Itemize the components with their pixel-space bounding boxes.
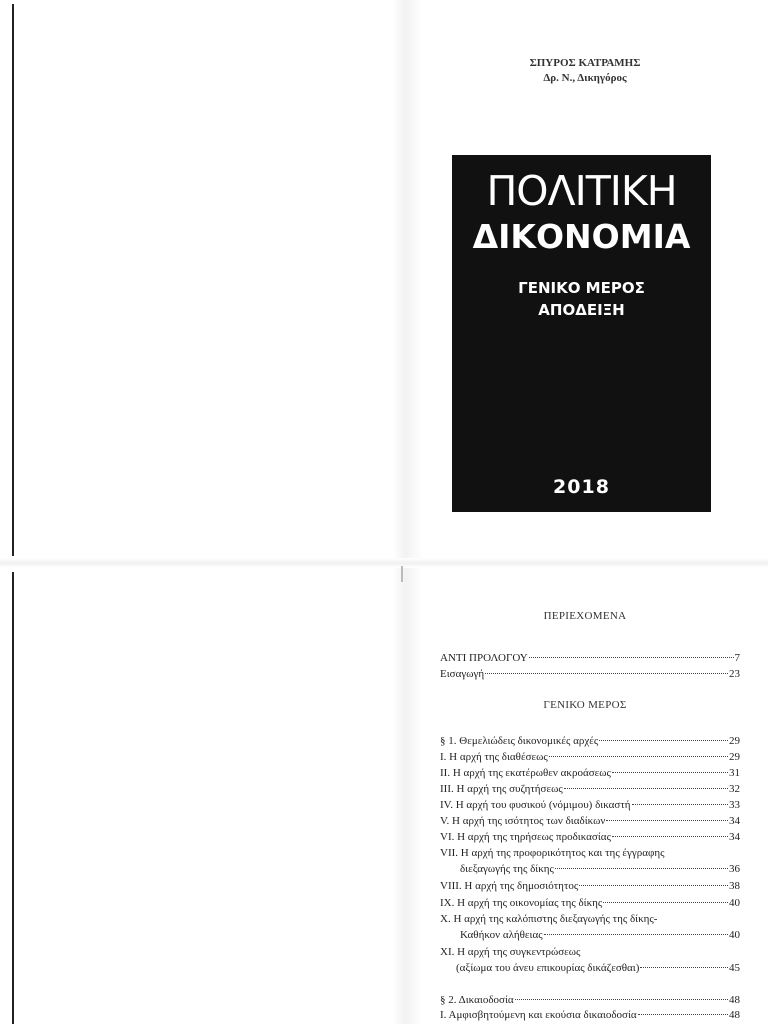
author-credentials: Δρ. Ν., Δικηγόρος (543, 72, 627, 84)
toc-leader-dots (638, 1014, 728, 1015)
toc-heading: ΠΕΡΙΕΧΟΜΕΝΑ (543, 610, 627, 622)
toc-entry-label: Ι. Αμφισβητούμενη και εκούσια δικαιοδοσία (440, 1009, 637, 1021)
toc-entry (440, 879, 740, 894)
author-name: ΣΠΥΡΟΣ ΚΑΤΡΑΜΗΣ (529, 57, 641, 69)
toc-entry-label: Ι. Η αρχή της διαθέσεως (440, 751, 548, 763)
toc-entry-page: 38 (729, 880, 740, 892)
toc-leader-dots (603, 902, 728, 903)
toc-entry-label-line1: ΧΙ. Η αρχή της συγκεντρώσεως (440, 946, 581, 958)
toc-entry-label: ΙΙ. Η αρχή της εκατέρωθεν ακροάσεως (440, 767, 611, 779)
toc-leader-dots (640, 967, 728, 968)
toc-leader-dots (612, 772, 728, 773)
toc-leader-dots (564, 788, 728, 789)
toc-entry-label: VI. Η αρχή της τηρήσεως προδικασίας (440, 831, 611, 843)
toc-entry-page: 32 (729, 783, 740, 795)
toc-leader-dots (599, 740, 728, 741)
toc-entry-page: 40 (729, 929, 740, 941)
toc-entry (440, 766, 740, 781)
toc-leader-dots (515, 999, 728, 1000)
toc-entry-page: 29 (729, 735, 740, 747)
toc-entry-label: § 1. Θεμελιώδεις δικονομικές αρχές (440, 735, 599, 747)
toc-entry-label: IV. Η αρχή του φυσικού (νόμιμου) δικαστή (440, 799, 631, 811)
toc-leader-dots (579, 885, 728, 886)
cover-year: 2018 (553, 476, 610, 498)
cover-subtitle-line1: ΓΕΝΙΚΟ ΜΕΡΟΣ (518, 279, 645, 297)
toc-entry (440, 993, 740, 1008)
toc-entry-page: 40 (729, 897, 740, 909)
toc-entry-label: (αξίωμα του άνευ επικουρίας δικάζεσθαι) (456, 962, 640, 974)
cover-title-line1: ΠΟΛΙΤΙΚΗ (486, 167, 677, 215)
toc-entry-page: 7 (734, 652, 740, 664)
toc-entry (440, 798, 740, 813)
toc-entry (440, 734, 740, 749)
toc-entry-label: V. Η αρχή της ισότητος των διαδίκων (440, 815, 606, 827)
toc-entry-label-line1: Χ. Η αρχή της καλόπιστης διεξαγωγής της δίκης- (440, 913, 658, 925)
toc-entry (440, 814, 740, 829)
toc-entry-label: ΑΝΤΙ ΠΡΟΛΟΓΟΥ (440, 652, 528, 664)
toc-leader-dots (529, 657, 734, 658)
toc-entry-label: ΙΙΙ. Η αρχή της συζητήσεως (440, 783, 563, 795)
toc-entry (456, 961, 740, 976)
toc-entry-label: Καθήκον αλήθειας (460, 929, 543, 941)
toc-leader-dots (485, 673, 728, 674)
page-divider (0, 558, 768, 568)
toc-entry (440, 750, 740, 765)
toc-entry (460, 862, 740, 877)
toc-entry (440, 667, 740, 682)
toc-entry-page: 31 (729, 767, 740, 779)
toc-section-heading: ΓΕΝΙΚΟ ΜΕΡΟΣ (543, 699, 627, 711)
toc-entry-label-line1: VII. Η αρχή της προφορικότητος και της έγγραφης (440, 847, 665, 859)
toc-leader-dots (544, 934, 728, 935)
toc-leader-dots (612, 836, 728, 837)
toc-entry-page: 34 (729, 815, 740, 827)
toc-entry-label: § 2. Δικαιοδοσία (440, 994, 514, 1006)
page-edge-mark (12, 4, 14, 556)
toc-entry-label: VIII. Η αρχή της δημοσιότητος (440, 880, 579, 892)
book-spine-shadow (393, 0, 423, 1024)
cover-title-line2: ΔΙΚΟΝΟΜΙΑ (472, 217, 691, 256)
page-edge-mark (12, 572, 14, 1024)
toc-entry-page: 36 (729, 863, 740, 875)
toc-entry-page: 45 (729, 962, 740, 974)
book-cover (452, 155, 711, 512)
toc-entry-page: 34 (729, 831, 740, 843)
toc-entry (440, 651, 740, 666)
toc-entry (460, 928, 740, 943)
toc-entry-page: 48 (729, 1009, 740, 1021)
toc-entry (440, 782, 740, 797)
toc-entry (440, 896, 740, 911)
toc-entry-page: 33 (729, 799, 740, 811)
toc-entry-label: Εισαγωγή (440, 668, 485, 680)
toc-entry (440, 830, 740, 845)
scan-speck (401, 566, 403, 582)
toc-entry (440, 1008, 740, 1023)
toc-entry-page: 29 (729, 751, 740, 763)
toc-leader-dots (606, 820, 728, 821)
toc-entry-label: IX. Η αρχή της οικονομίας της δίκης (440, 897, 603, 909)
author-block (420, 56, 750, 86)
toc-leader-dots (555, 868, 728, 869)
toc-leader-dots (632, 804, 728, 805)
toc-leader-dots (549, 756, 728, 757)
toc-entry-page: 23 (729, 668, 740, 680)
cover-subtitle-line2: ΑΠΟΔΕΙΞΗ (538, 301, 625, 319)
toc-entry-label: διεξαγωγής της δίκης (460, 863, 554, 875)
toc-entry-page: 48 (729, 994, 740, 1006)
